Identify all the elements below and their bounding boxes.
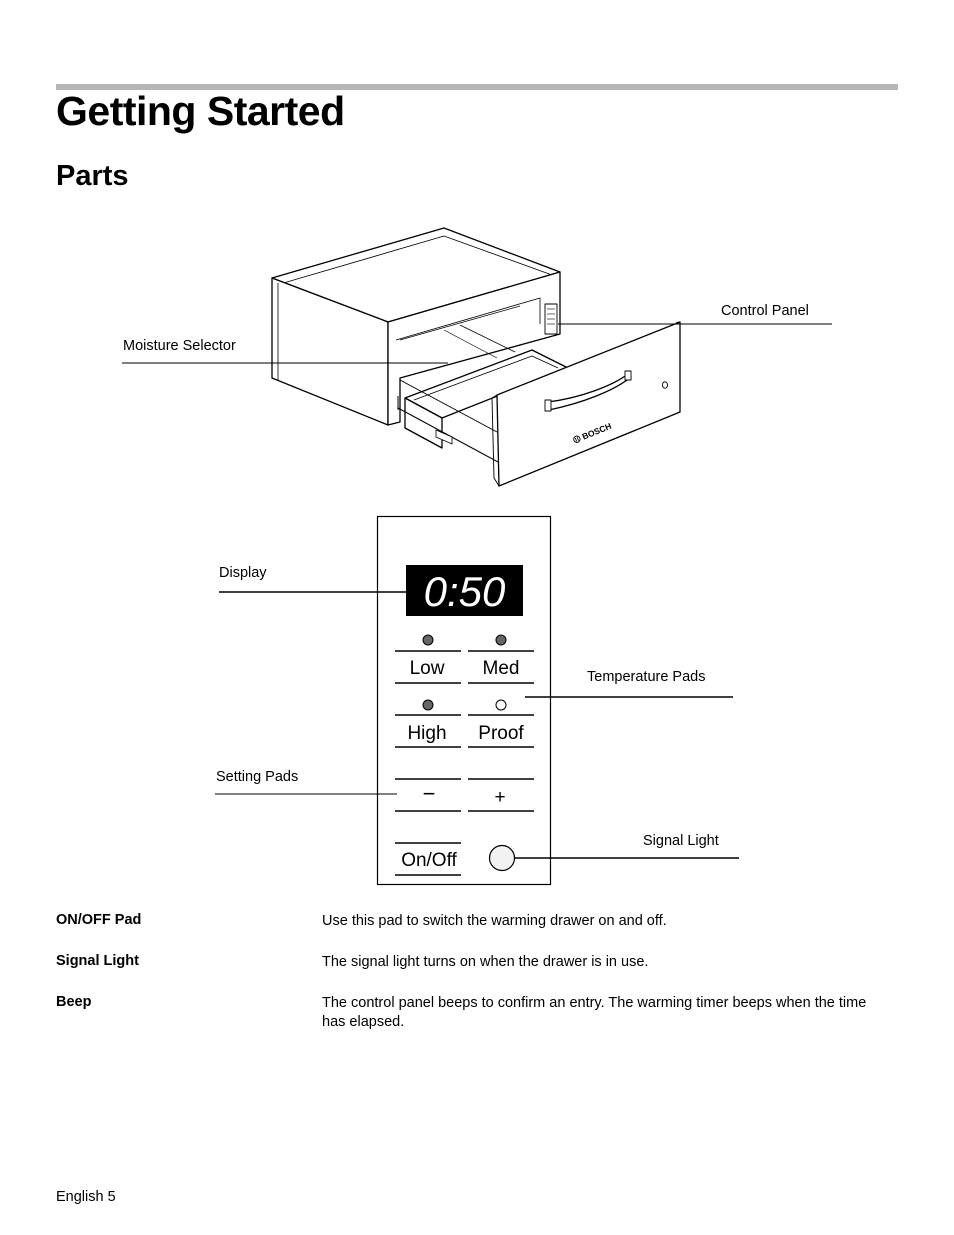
- page-title: Getting Started: [56, 88, 345, 134]
- med-indicator-icon: [496, 635, 506, 645]
- low-indicator-icon: [423, 635, 433, 645]
- section-title: Parts: [56, 160, 129, 192]
- page-footer: English 5: [56, 1189, 116, 1205]
- display-readout: 0:50: [423, 568, 506, 615]
- pad-plus[interactable]: +: [494, 787, 506, 808]
- def-term-beep: Beep: [56, 994, 92, 1010]
- label-temperature-pads: Temperature Pads: [587, 669, 706, 685]
- pad-onoff[interactable]: On/Off: [401, 850, 457, 871]
- brand-logo-text: BOSCH: [580, 420, 613, 442]
- def-desc-signal-light: The signal light turns on when the drawer is in use.: [322, 954, 649, 970]
- pad-low[interactable]: Low: [409, 658, 445, 679]
- high-indicator-icon: [423, 700, 433, 710]
- def-term-onoff: ON/OFF Pad: [56, 912, 142, 928]
- label-setting-pads: Setting Pads: [216, 769, 299, 785]
- drawer-signal-dot: [662, 382, 667, 388]
- drawer-front: [497, 322, 680, 486]
- proof-indicator-icon: [496, 700, 506, 710]
- label-moisture-selector: Moisture Selector: [123, 338, 236, 354]
- def-term-signal-light: Signal Light: [56, 953, 139, 969]
- label-control-panel: Control Panel: [721, 303, 809, 319]
- pad-minus[interactable]: −: [422, 781, 436, 806]
- def-desc-onoff: Use this pad to switch the warming drawer on and off.: [322, 913, 667, 929]
- label-signal-light: Signal Light: [643, 833, 719, 849]
- pad-med[interactable]: Med: [482, 658, 520, 679]
- label-display: Display: [219, 565, 267, 581]
- pad-high[interactable]: High: [407, 723, 447, 744]
- pad-proof[interactable]: Proof: [478, 723, 524, 744]
- def-desc-beep: The control panel beeps to confirm an entry. The warming timer beeps when the time has elapsed.: [322, 995, 867, 1030]
- signal-light-icon: [490, 846, 515, 871]
